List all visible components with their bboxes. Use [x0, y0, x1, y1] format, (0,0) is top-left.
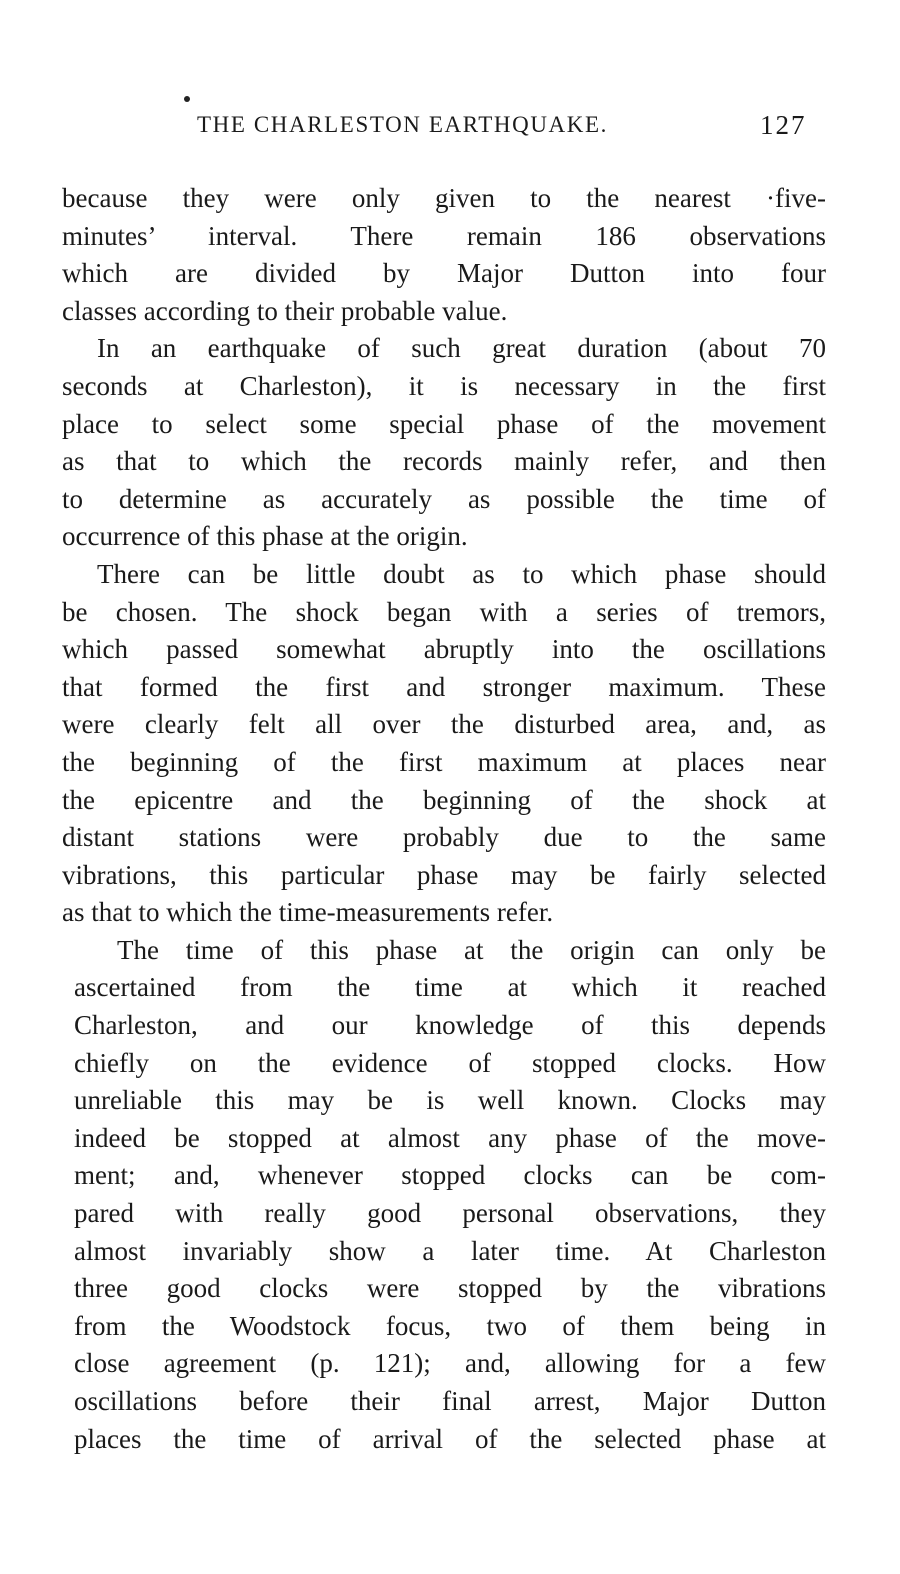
- text-line: as that to which the records mainly refer, and then: [62, 446, 826, 477]
- text-line: There can be little doubt as to which phase should: [97, 558, 826, 589]
- text-line: The time of this phase at the origin can only be: [117, 934, 826, 965]
- text-line: seconds at Charleston), it is necessary in the first: [62, 370, 826, 401]
- text-line: occurrence of this phase at the origin.: [62, 521, 468, 552]
- paragraph: [62, 556, 826, 932]
- text-line: which passed somewhat abruptly into the oscillations: [62, 634, 826, 665]
- text-line: close agreement (p. 121); and, allowing for a few: [74, 1348, 826, 1379]
- text-line: ment; and, whenever stopped clocks can be com-: [74, 1160, 826, 1191]
- text-line: three good clocks were stopped by the vibrations: [74, 1273, 826, 1304]
- text-line: that formed the first and stronger maximum. These: [62, 671, 826, 702]
- paragraph: [62, 330, 826, 556]
- text-line: pared with really good personal observations, they: [74, 1198, 826, 1229]
- text-line: unreliable this may be is well known. Clocks may: [74, 1085, 826, 1116]
- text-line: distant stations were probably due to the same: [62, 822, 826, 853]
- text-line: because they were only given to the nearest ·five-: [62, 183, 826, 213]
- text-line: be chosen. The shock began with a series of tremors,: [62, 596, 826, 627]
- text-line: indeed be stopped at almost any phase of the move-: [74, 1122, 826, 1153]
- text-line: oscillations before their final arrest, Major Dutton: [74, 1386, 826, 1416]
- text-line: chiefly on the evidence of stopped clocks. How: [74, 1047, 826, 1078]
- text-line: as that to which the time-measurements refer.: [62, 897, 554, 928]
- text-line: almost invariably show a later time. At Charleston: [74, 1235, 826, 1266]
- page-body: [62, 180, 826, 1458]
- ink-speck: [184, 96, 190, 102]
- text-line: which are divided by Major Dutton into four: [62, 258, 826, 289]
- text-line: were clearly felt all over the disturbed area, and, as: [62, 709, 826, 740]
- page-number: 127: [760, 110, 807, 140]
- text-line: from the Woodstock focus, two of them being in: [74, 1310, 826, 1341]
- text-line: In an earthquake of such great duration (about 70: [97, 333, 826, 364]
- text-line: classes according to their probable value.: [62, 295, 508, 326]
- text-line: the epicentre and the beginning of the shock at: [62, 784, 826, 815]
- text-line: Charleston, and our knowledge of this depends: [74, 1010, 826, 1041]
- paragraph: [62, 180, 826, 330]
- text-line: ascertained from the time at which it reached: [74, 972, 826, 1003]
- text-line: the beginning of the first maximum at places near: [62, 746, 826, 777]
- text-line: to determine as accurately as possible the time of: [62, 483, 826, 514]
- text-line: minutes’ interval. There remain 186 observations: [62, 220, 826, 251]
- text-line: vibrations, this particular phase may be fairly selected: [62, 859, 826, 890]
- running-head: THE CHARLESTON EARTHQUAKE.: [197, 112, 608, 137]
- text-line: places the time of arrival of the selected phase at: [74, 1423, 826, 1454]
- paragraph: [62, 932, 826, 1458]
- text-line: place to select some special phase of the movement: [62, 408, 826, 439]
